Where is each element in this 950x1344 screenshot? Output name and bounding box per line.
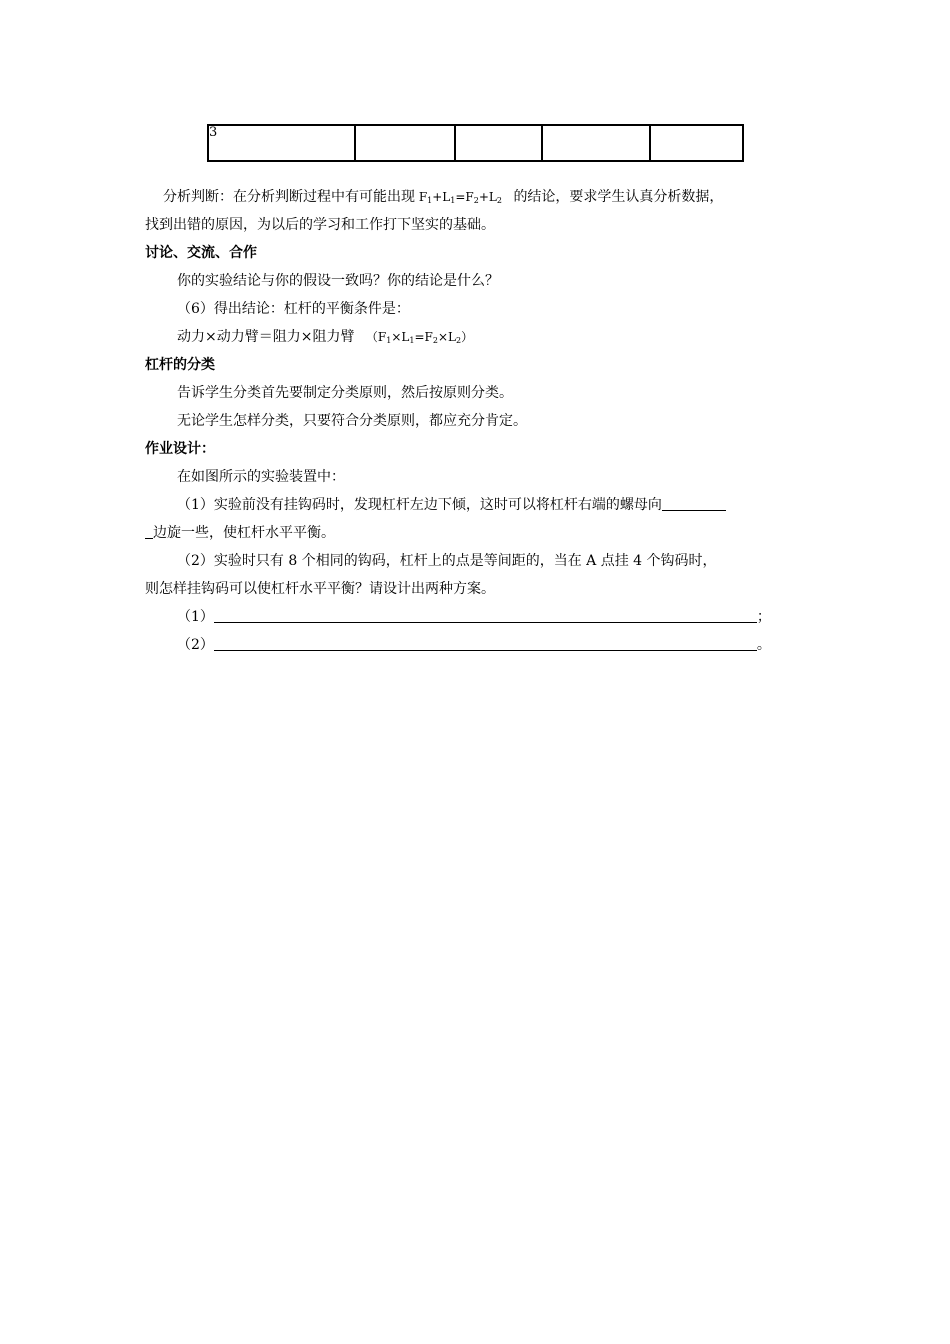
table-cell [355,125,455,161]
table-cell [455,125,542,161]
answer-blank[interactable] [145,524,153,539]
discussion-heading: 讨论、交流、合作 [145,245,257,261]
analysis-paragraph: 分析判断：在分析判断过程中有可能出现 $F_1+L_1=F_2+L_2$ 的结论，要求学生认真分析数据， [163,189,724,205]
table-cell [208,125,355,161]
homework-question-2: （2）实验时只有 8 个相同的钩码，杠杆上的点是等间距的，当在 A 点挂 4 个钩码时， [177,553,717,569]
analysis-line-2: 找到出错的原因，为以后的学习和工作打下坚实的基础。 [145,217,495,233]
table-cell [542,125,650,161]
discussion-question: 你的实验结论与你的假设一致吗？你的结论是什么？ [177,273,499,289]
homework-heading: 作业设计： [145,441,215,457]
classification-paragraph-2: 无论学生怎样分类，只要符合分类原则，都应充分肯定。 [177,413,527,429]
classification-heading: 杠杆的分类 [145,357,215,373]
homework-question-2-cont: 则怎样挂钩码可以使杠杆水平平衡？请设计出两种方案。 [145,581,495,597]
answer-blank[interactable] [214,636,757,651]
data-table [207,124,744,162]
homework-intro: 在如图所示的实验装置中： [177,469,345,485]
table-row [208,125,743,161]
answer-line-1: （1） ； [177,609,771,625]
row-number: 3 [209,125,218,140]
answer-blank[interactable] [662,496,726,511]
discussion-step-6: （6）得出结论：杠杆的平衡条件是： [177,301,410,317]
homework-question-1: （1）实验前没有挂钩码时，发现杠杆左边下倾，这时可以将杠杆右端的螺母向 [177,495,827,515]
answer-line-2: （2） 。 [177,637,771,653]
rule-formula: $(F_1\times L_1=F_2\times L_2)$ [365,330,474,345]
homework-question-1-cont: 边旋一些，使杠杆水平平衡。 [145,523,830,543]
answer-blank[interactable] [214,608,757,623]
table-cell [650,125,743,161]
analysis-formula: $F_1+L_1=F_2+L_2$ [418,190,502,205]
classification-paragraph-1: 告诉学生分类首先要制定分类原则，然后按原则分类。 [177,385,513,401]
lever-balance-rule: 动力×动力臂＝阻力×阻力臂 $(F_1\times L_1=F_2\times L_2)$ [177,329,474,345]
